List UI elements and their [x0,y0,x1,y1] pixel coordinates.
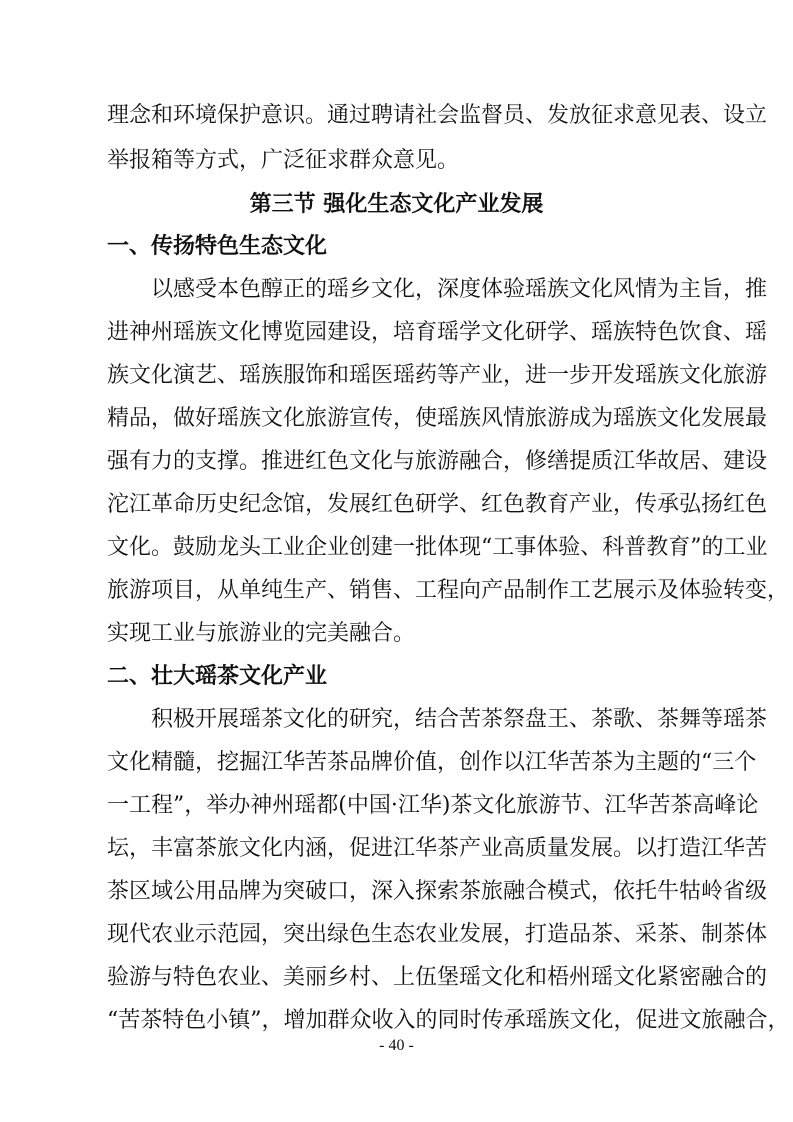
paragraph-line: 旅游项目，从单纯生产、销售、工程向产品制作工艺展示及体验转变， [107,578,790,603]
paragraph-line: 举报箱等方式，广泛征求群众意见。 [107,148,460,173]
paragraph-line: 沱江革命历史纪念馆，发展红色研学、红色教育产业，传承弘扬红色 [107,492,768,517]
paragraph-line: 以感受本色醇正的瑶乡文化，深度体验瑶族文化风情为主旨，推 [151,277,768,302]
paragraph-line: 实现工业与旅游业的完美融合。 [107,621,416,646]
paragraph-line: 茶区域公用品牌为突破口，深入探索茶旅融合模式，依托牛牯岭省级 [107,879,768,904]
page-number: - 40 - [379,1037,414,1054]
paragraph-line: 坛，丰富茶旅文化内涵，促进江华茶产业高质量发展。以打造江华苦 [107,836,768,861]
paragraph-line: 强有力的支撑。推进红色文化与旅游融合，修缮提质江华故居、建设 [107,449,768,474]
subsection-heading: 一、传扬特色生态文化 [107,234,328,259]
paragraph-line: “苦茶特色小镇”，增加群众收入的同时传承瑶族文化，促进文旅融合， [107,1008,790,1033]
paragraph-line: 验游与特色农业、美丽乡村、上伍堡瑶文化和梧州瑶文化紧密融合的 [107,965,768,990]
paragraph-line: 一工程”，举办神州瑶都(中国·江华)茶文化旅游节、江华苦茶高峰论 [107,793,759,818]
section-title: 第三节 强化生态文化产业发展 [249,192,544,217]
paragraph-line: 文化精髓，挖掘江华苦茶品牌价值，创作以江华苦茶为主题的“三个 [107,750,757,775]
paragraph-line: 理念和环境保护意识。通过聘请社会监督员、发放征求意见表、设立 [107,103,768,128]
paragraph-line: 族文化演艺、瑶族服饰和瑶医瑶药等产业，进一步开发瑶族文化旅游 [107,363,768,388]
paragraph-line: 文化。鼓励龙头工业企业创建一批体现“工事体验、科普教育”的工业 [107,535,768,560]
paragraph-line: 现代农业示范园，突出绿色生态农业发展，打造品茶、采茶、制茶体 [107,922,768,947]
subsection-heading: 二、壮大瑶茶文化产业 [107,664,328,689]
paragraph-line: 进神州瑶族文化博览园建设，培育瑶学文化研学、瑶族特色饮食、瑶 [107,320,768,345]
paragraph-line: 积极开展瑶茶文化的研究，结合苦茶祭盘王、茶歌、茶舞等瑶茶 [151,707,768,732]
paragraph-line: 精品，做好瑶族文化旅游宣传，使瑶族风情旅游成为瑶族文化发展最 [107,406,768,431]
